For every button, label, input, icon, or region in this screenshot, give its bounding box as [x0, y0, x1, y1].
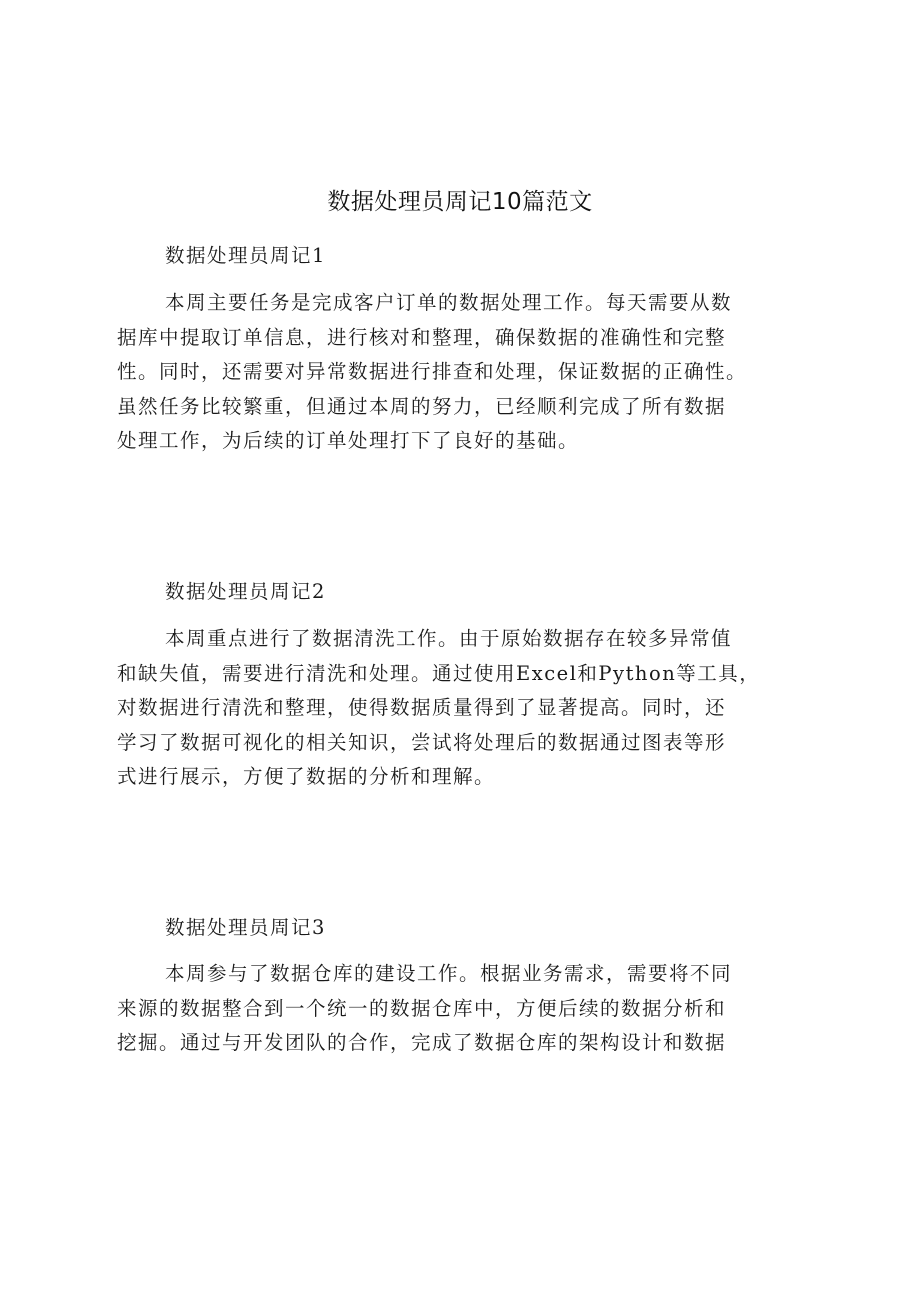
text-line: 本周参与了数据仓库的建设工作。根据业务需求，需要将不同 — [165, 962, 733, 985]
text-line: 对数据进行清洗和整理，使得数据质量得到了显著提高。同时，还 — [117, 696, 727, 719]
section-body-3 — [117, 957, 807, 1061]
text-line: 本周主要任务是完成客户订单的数据处理工作。每天需要从数 — [165, 291, 733, 314]
text-line: 虽然任务比较繁重，但通过本周的努力，已经顺利完成了所有数据 — [117, 394, 727, 418]
section-body-2 — [117, 622, 807, 795]
section-body-1 — [117, 286, 807, 459]
text-line: 性。同时，还需要对异常数据进行排查和处理，保证数据的正确性。 — [117, 360, 748, 383]
text-line: 本周重点进行了数据清洗工作。由于原始数据存在较多异常值 — [165, 627, 733, 650]
document-title: 数据处理员周记10篇范文 — [327, 189, 593, 215]
text-line: 处理工作，为后续的订单处理打下了良好的基础。 — [117, 429, 580, 452]
section-heading-3: 数据处理员周记3 — [165, 916, 326, 939]
section-heading-2: 数据处理员周记2 — [165, 580, 326, 603]
text-line: 来源的数据整合到一个统一的数据仓库中，方便后续的数据分析和 — [117, 996, 727, 1020]
text-line: 据库中提取订单信息，进行核对和整理，确保数据的准确性和完整 — [117, 325, 727, 349]
section-heading-1: 数据处理员周记1 — [165, 244, 326, 267]
text-line: 式进行展示，方便了数据的分析和理解。 — [117, 765, 496, 788]
text-line: 学习了数据可视化的相关知识，尝试将处理后的数据通过图表等形 — [117, 730, 727, 754]
text-line: 和缺失值，需要进行清洗和处理。通过使用Excel和Python等工具， — [117, 661, 761, 685]
text-line: 挖掘。通过与开发团队的合作，完成了数据仓库的架构设计和数据 — [117, 1031, 727, 1054]
